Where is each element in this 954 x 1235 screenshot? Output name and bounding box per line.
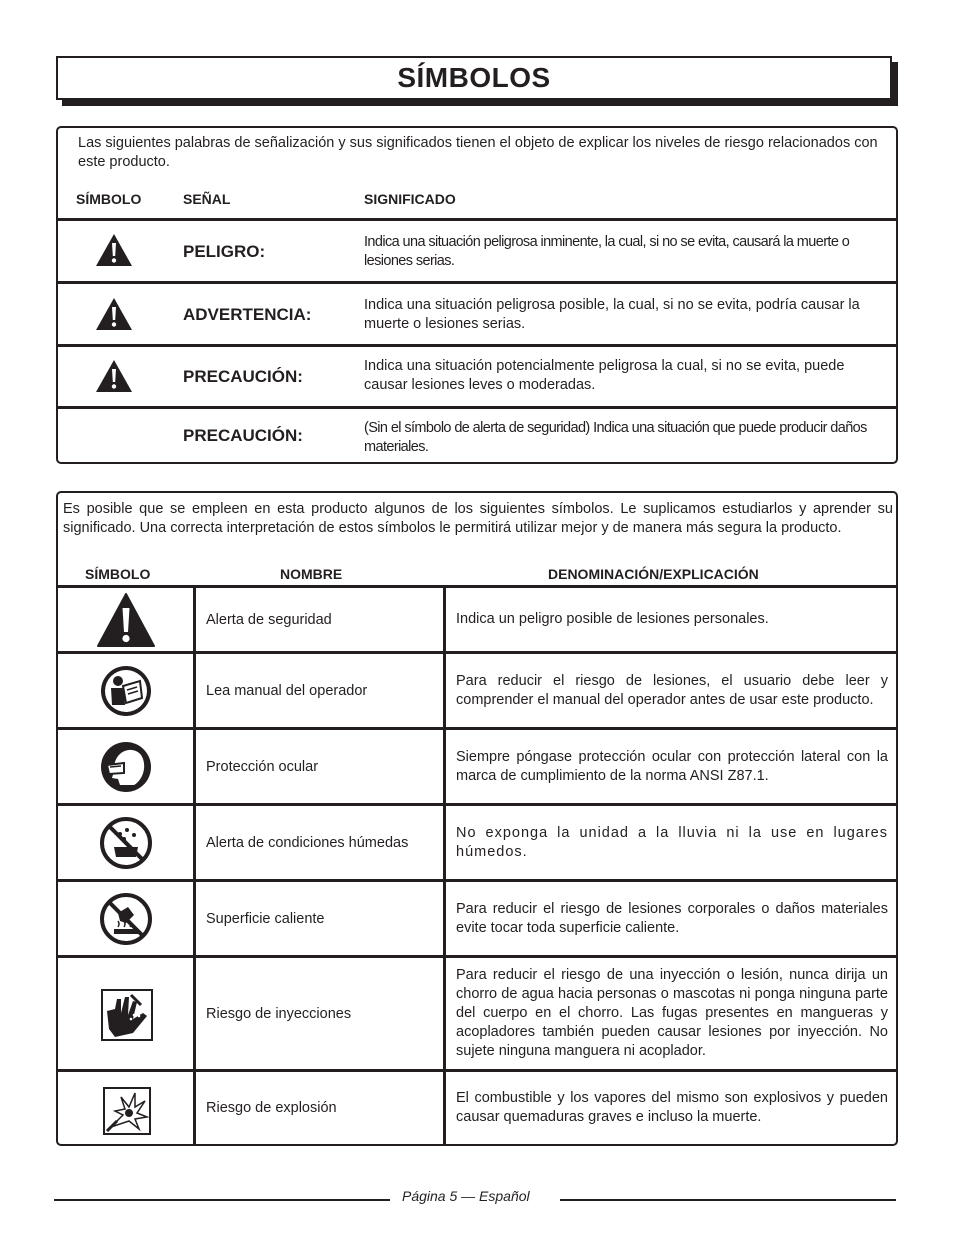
symbol-name: Lea manual del operador xyxy=(206,682,368,699)
signal-header-meaning: SIGNIFICADO xyxy=(364,191,456,207)
signal-row xyxy=(58,221,896,281)
page-title: SÍMBOLOS xyxy=(397,62,551,93)
signal-desc: (Sin el símbolo de alerta de seguridad) Indica una situación que puede producir daños materiales. xyxy=(364,420,867,455)
explosion-hazard-icon xyxy=(103,1087,151,1135)
footer-rule-right xyxy=(560,1199,896,1201)
signal-row xyxy=(58,409,896,462)
symbol-desc: Siempre póngase protección ocular con protección lateral con la marca de cumplimiento de la norma ANSI Z87.1. xyxy=(456,748,888,784)
signal-desc: Indica una situación peligrosa posible, la cual, si no se evita, podría causar la muerte o lesiones serias. xyxy=(364,297,860,332)
warning-triangle-icon xyxy=(95,359,133,393)
warning-triangle-icon xyxy=(95,297,133,331)
column-divider xyxy=(193,585,196,1144)
symbol-desc: Para reducir el riesgo de lesiones, el usuario debe leer y comprender el manual del operador antes de usar este producto. xyxy=(456,672,888,708)
signal-desc: Indica una situación potencialmente peligrosa la cual, si no se evita, puede causar lesiones leves o moderadas. xyxy=(364,358,845,393)
symbols-intro: Es posible que se empleen en esta producto algunos de los siguientes símbolos. Le suplicamos estudiarlos y aprender su significado. Una correcta interpretación de estos símbolos le permitirá utilizar mejor y de manera más segura la producto. xyxy=(63,501,893,536)
signal-label: PELIGRO: xyxy=(183,242,266,261)
warning-triangle-icon xyxy=(95,233,133,267)
symbols-header-symbol: SÍMBOLO xyxy=(85,566,151,582)
safety-alert-icon xyxy=(96,592,156,648)
wet-conditions-icon xyxy=(100,817,152,869)
signal-intro: Las siguientes palabras de señalización y sus significados tienen el objeto de explicar los niveles de riesgo relacionados con este producto. xyxy=(78,135,878,170)
symbol-name: Alerta de condiciones húmedas xyxy=(206,834,409,851)
symbol-desc: Para reducir el riesgo de una inyección o lesión, nunca dirija un chorro de agua hacia personas o mascotas ni ponga ninguna parte del cuerpo en el chorro. Las fugas presentes en mangueras y acopladores también pueden causar lesiones por inyección. No sujete ninguna manguera ni acoplador. xyxy=(456,967,888,1059)
signal-words-box xyxy=(56,126,898,464)
signal-row xyxy=(58,347,896,407)
footer-rule-left xyxy=(54,1199,390,1201)
signal-header-symbol: SÍMBOLO xyxy=(76,191,142,207)
symbol-desc: Para reducir el riesgo de lesiones corporales o daños materiales evite tocar toda superficie caliente. xyxy=(456,900,888,936)
signal-label: ADVERTENCIA: xyxy=(183,305,312,324)
symbol-name: Riesgo de explosión xyxy=(206,1100,337,1116)
symbol-name: Alerta de seguridad xyxy=(206,611,332,628)
signal-label: PRECAUCIÓN: xyxy=(183,367,303,386)
signal-desc: Indica una situación peligrosa inminente, la cual, si no se evita, causará la muerte o lesiones serias. xyxy=(364,234,850,269)
hot-surface-icon xyxy=(100,893,152,945)
symbols-header-explanation: DENOMINACIÓN/EXPLICACIÓN xyxy=(548,566,759,582)
symbols-box xyxy=(56,491,898,1146)
title-box xyxy=(56,56,892,100)
signal-header-signal: SEÑAL xyxy=(183,191,231,207)
eye-protection-icon xyxy=(100,741,152,793)
symbol-desc: Indica un peligro posible de lesiones personales. xyxy=(456,611,769,627)
symbol-desc: El combustible y los vapores del mismo son explosivos y pueden causar quemaduras graves e incluso la muerte. xyxy=(456,1090,888,1125)
symbol-name: Superficie caliente xyxy=(206,910,325,927)
symbol-desc: No exponga la unidad a la lluvia ni la use en lugares húmedos. xyxy=(456,824,888,860)
signal-label: PRECAUCIÓN: xyxy=(183,426,303,445)
signal-row xyxy=(58,284,896,344)
injection-hazard-icon xyxy=(101,989,153,1041)
column-divider xyxy=(443,585,446,1144)
page-footer: Página 5 — Español xyxy=(402,1188,530,1204)
symbol-name: Protección ocular xyxy=(206,758,319,775)
read-manual-icon xyxy=(100,665,152,717)
symbol-name: Riesgo de inyecciones xyxy=(206,1005,352,1022)
symbols-header-name: NOMBRE xyxy=(280,566,343,582)
